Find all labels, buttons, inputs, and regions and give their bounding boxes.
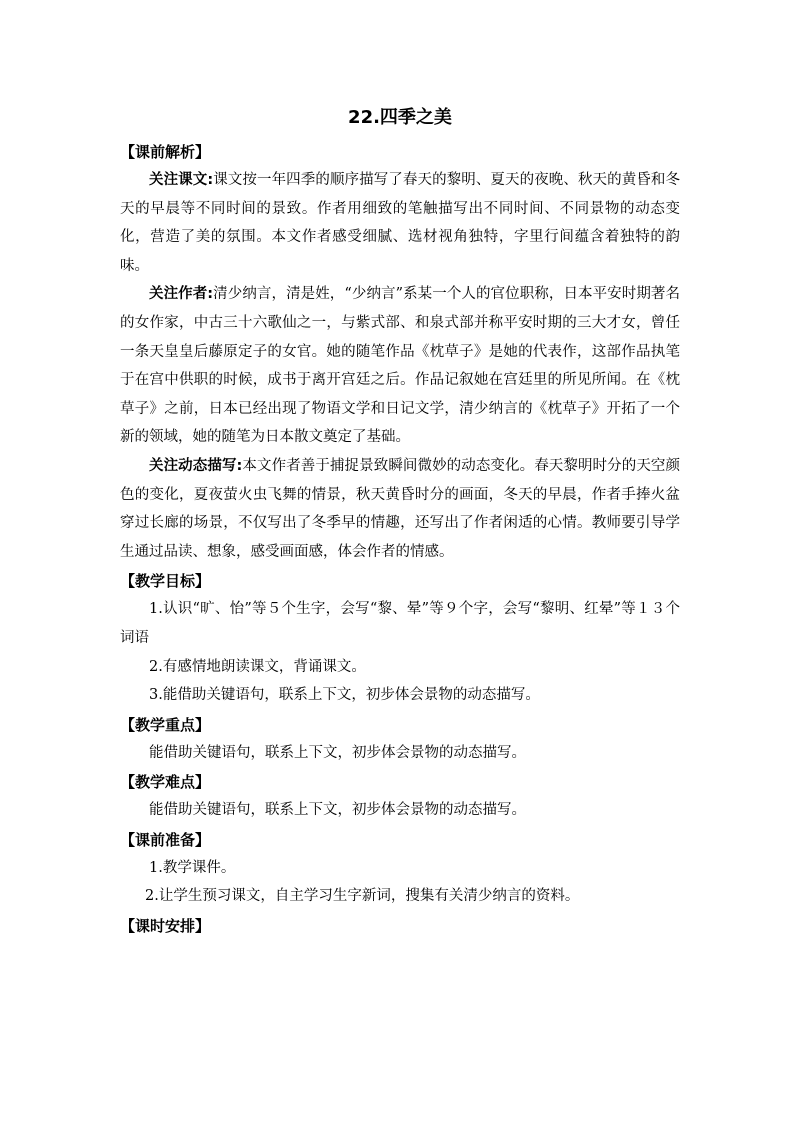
author-paragraph-lead: 关注作者: [149, 286, 214, 303]
preparation-item: 2.让学生预习课文，自主学习生字新词，搜集有关清少纳言的资料。 [145, 888, 580, 905]
difficulties-text: 能借助关键语句，联系上下文，初步体会景物的动态描写。 [149, 802, 526, 819]
schedule-heading: 【课时安排】 [120, 917, 211, 936]
analysis-heading: 【课前解析】 [120, 143, 211, 161]
preparation-heading: 【课前准备】 [120, 830, 211, 849]
goal-item: 1.认识“旷、怡”等５个生字，会写“黎、晕”等９个字，会写“黎明、红晕”等１３个词语 [120, 601, 680, 646]
page-title: 22.四季之美 [348, 107, 452, 128]
preparation-section [120, 826, 680, 911]
analysis-paragraph-lead: 关注课文: [149, 172, 214, 188]
preparation-item: 1.教学课件。 [149, 859, 236, 876]
analysis-paragraph-text [120, 166, 680, 280]
dynamic-description-body: 本文作者善于捕捉景致瞬间微妙的动态变化。春天黎明时分的天空颜色的变化，夏夜萤火虫飞舞的情景，秋天黄昏时分的画面，冬天的早晨，作者手捧火盆穿过长廊的场景，不仅写出了冬季早的情趣，还写出了作者闲适的心情。教师要引导学生通过品读、想象，感受画面感，体会作者的情感。 [120, 457, 680, 560]
goal-item: 2.有感情地朗读课文，背诵课文。 [149, 658, 366, 675]
dynamic-description-lead: 关注动态描写: [149, 457, 243, 474]
goal-item: 3.能借助关键语句，联系上下文，初步体会景物的动态描写。 [149, 687, 540, 704]
analysis-paragraph-body: 课文按一年四季的顺序描写了春天的黎明、夏天的夜晚、秋天的黄昏和冬天的早晨等不同时间的景致。作者用细致的笔触描写出不同时间、不同景物的动态变化，营造了美的氛围。本文作者感受细腻、选材视角独特，字里行间蕴含着独特的韵味。 [120, 172, 680, 274]
schedule-section [120, 912, 680, 940]
key-points-heading: 【教学重点】 [120, 715, 211, 734]
document-page [120, 104, 680, 941]
key-points-section [120, 711, 680, 768]
author-paragraph-body: 清少纳言，清是姓，“少纳言”系某一个人的官位职称，日本平安时期著名的女作家，中古三十六歌仙之一，与紫式部、和泉式部并称平安时期的三大才女，曾任一条天皇皇后藤原定子的女官。她的随笔作品《枕草子》是她的代表作，这部作品执笔于在宫中供职的时候，成书于离开宫廷之后。作品记叙她在宫廷里的所见所闻。在《枕草子》之前，日本已经出现了物语文学和日记文学，清少纳言的《枕草子》开拓了一个新的领域，她的随笔为日本散文奠定了基础。 [120, 286, 680, 446]
analysis-section [120, 138, 680, 566]
goals-heading: 【教学目标】 [120, 572, 211, 591]
difficulties-section [120, 768, 680, 825]
dynamic-description-paragraph [120, 452, 680, 566]
author-paragraph [120, 280, 680, 452]
key-points-text: 能借助关键语句，联系上下文，初步体会景物的动态描写。 [149, 744, 526, 761]
difficulties-heading: 【教学难点】 [120, 773, 211, 792]
goals-section [120, 567, 680, 709]
